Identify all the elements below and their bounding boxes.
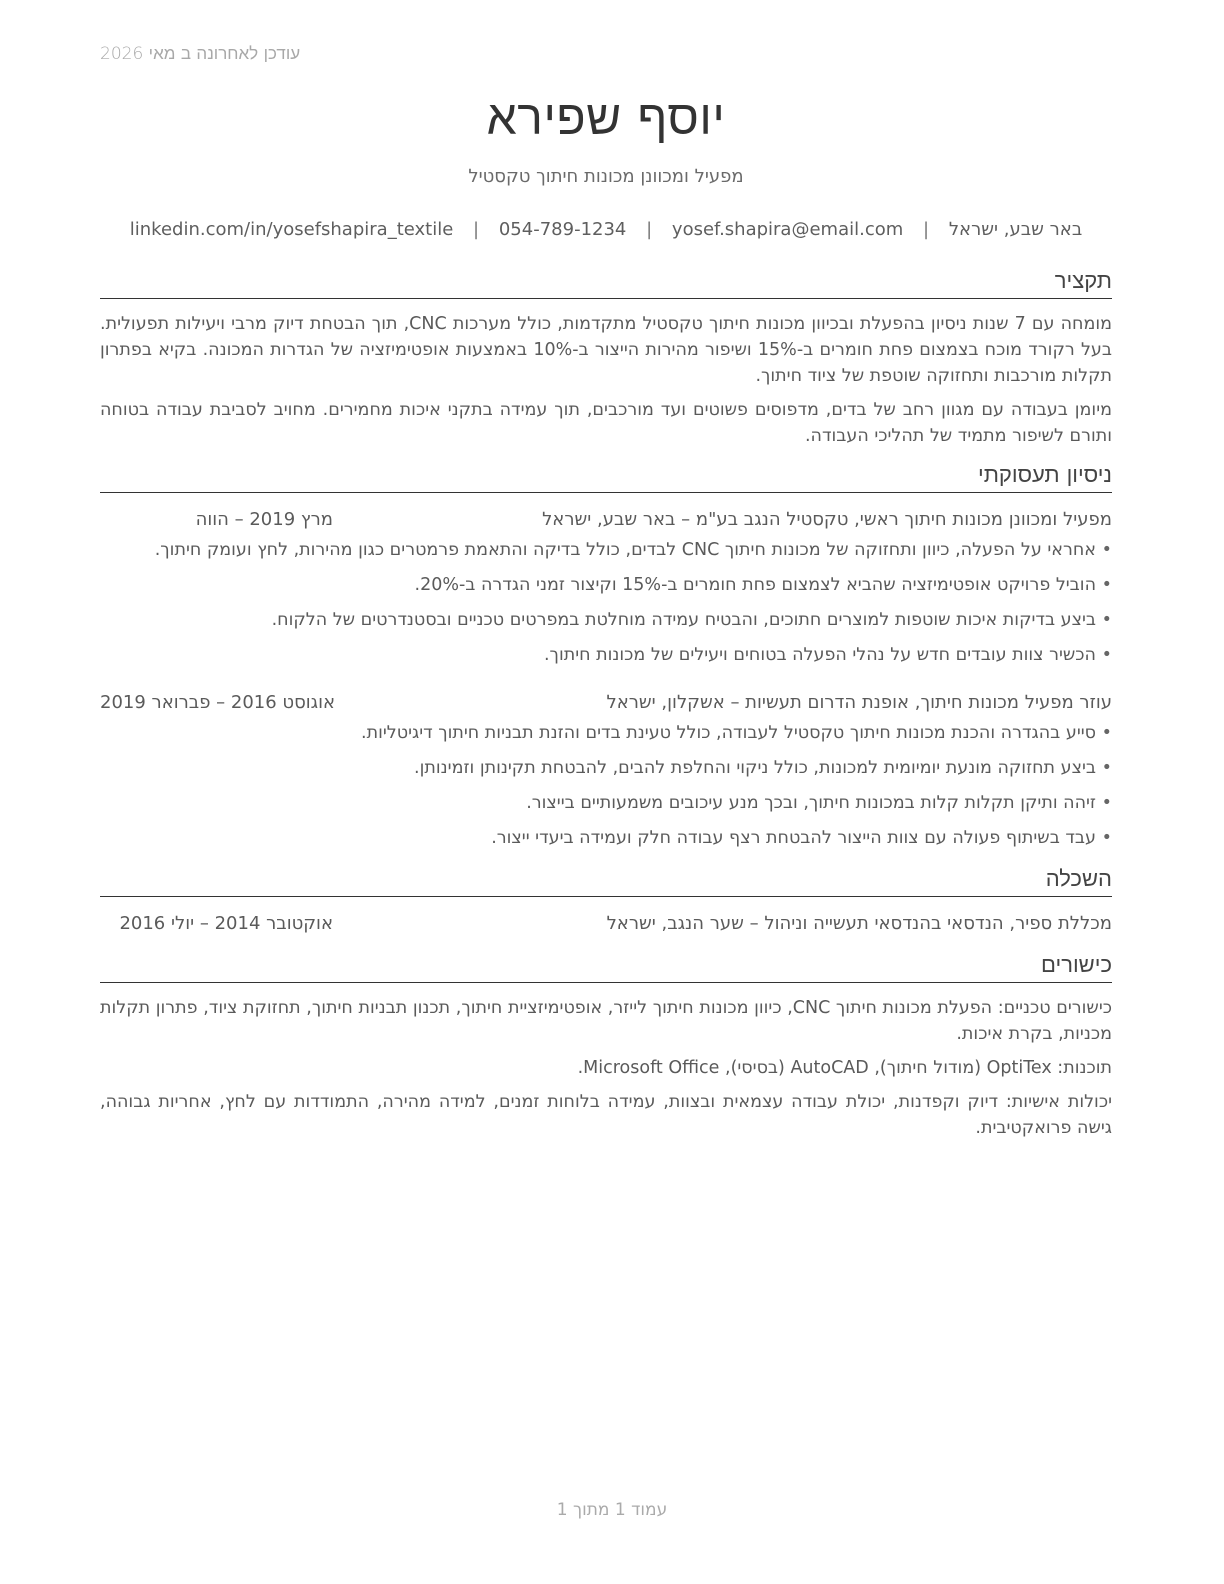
summary-paragraph: מיומן בעבודה עם מגוון רחב של בדים, מדפוסים פשוטים ועד מורכבים, תוך עמידה בתקני איכות מחמירים. מחויב לסביבת עבודה בטוחה ותורם לשיפור מתמיד של תהליכי העבודה. — [100, 400, 1112, 446]
job-bullets — [100, 537, 1112, 668]
job-bullet: • עבד בשיתוף פעולה עם צוות הייצור להבטחת רצף עבודה חלק ועמידה ביעדי ייצור. — [100, 825, 1112, 851]
skills-section — [100, 951, 1112, 1141]
job-bullets — [100, 720, 1112, 851]
job-header — [100, 507, 1112, 533]
summary-heading: תקציר — [100, 267, 1112, 299]
job-dates: מרץ 2019 – הווה — [195, 509, 333, 530]
contact-separator: | — [473, 219, 480, 240]
education-section — [100, 865, 1112, 937]
contact-phone[interactable]: 054-789-1234 — [498, 219, 627, 240]
page-number: עמוד 1 מתוך 1 — [556, 1500, 668, 1520]
job-role: עוזר מפעיל מכונות חיתוך, אופנת הדרום תעשיות – אשקלון, ישראל — [606, 692, 1112, 713]
summary-paragraph: מומחה עם 7 שנות ניסיון בהפעלת ובכיוון מכונות חיתוך טקסטיל מתקדמות, כולל מערכות CNC, תוך הבטחת דיוק מרבי ויעילות תפעולית. בעל רקורד מוכח בצמצום פחת חומרים ב-15% ושיפור מהירות הייצור ב-10% באמצעות אופטימיזציה של הגדרות המכונה. בקיא בפתרון תקלות מורכבות ותחזוקה שוטפת של ציוד חיתוך. — [100, 314, 1112, 386]
job-role: מפעיל ומכוונן מכונות חיתוך ראשי, טקסטיל הנגב בע"מ – באר שבע, ישראל — [542, 509, 1112, 530]
job-bullet: • אחראי על הפעלה, כיוון ותחזוקה של מכונות חיתוך CNC לבדים, כולל בדיקה והתאמת פרמטרים כגון מהירות, לחץ ועומק חיתוך. — [100, 537, 1112, 563]
education-entry — [100, 911, 1112, 937]
skills-paragraph: יכולות אישיות: דיוק וקפדנות, יכולת עבודה עצמאית ובצוות, עמידה בלוחות זמנים, למידה מהירה, התמודדות עם לחץ, אחריות גבוהה, גישה פרואקטיבית. — [100, 1092, 1112, 1138]
job-header — [100, 690, 1112, 716]
contact-linkedin[interactable]: linkedin.com/in/yosefshapira_textile — [129, 219, 454, 240]
experience-section — [100, 461, 1112, 851]
resume-content — [100, 86, 1112, 1141]
contact-separator: | — [923, 219, 930, 240]
job-bullet: • סייע בהגדרה והכנת מכונות חיתוך טקסטיל לעבודה, כולל טעינת בדים והזנת תבניות חיתוך דיגיטליות. — [100, 720, 1112, 746]
job-bullet: • ביצע בדיקות איכות שוטפות למוצרים חתוכים, והבטיח עמידה מוחלטת במפרטים טכניים ובסטנדרטים של הלקוח. — [100, 607, 1112, 633]
job-title: מפעיל ומכוונן מכונות חיתוך טקסטיל — [468, 166, 744, 187]
education-school: מכללת ספיר, הנדסאי בהנדסאי תעשייה וניהול – שער הנגב, ישראל — [606, 913, 1112, 934]
job-dates: אוגוסט 2016 – פברואר 2019 — [100, 692, 336, 713]
job-bullet: • זיהה ותיקן תקלות קלות במכונות חיתוך, ובכך מנע עיכובים משמעותיים בייצור. — [100, 790, 1112, 816]
experience-heading: ניסיון תעסוקתי — [100, 461, 1112, 493]
last-updated: עודכן לאחרונה ב מאי 2026 — [100, 44, 301, 64]
education-dates: אוקטובר 2014 – יולי 2016 — [119, 913, 333, 934]
contact-separator: | — [646, 219, 653, 240]
education-heading: השכלה — [100, 865, 1112, 897]
summary-section — [100, 267, 1112, 449]
job-bullet: • הוביל פרויקט אופטימיזציה שהביא לצמצום פחת חומרים ב-15% וקיצור זמני הגדרה ב-20%. — [100, 572, 1112, 598]
contact-line — [100, 217, 1112, 243]
job-entry — [100, 507, 1112, 668]
candidate-name: יוסף שפירא — [486, 90, 726, 146]
skills-paragraph: תוכנות: OptiTex (מודול חיתוך), AutoCAD (בסיסי), Microsoft Office. — [577, 1058, 1112, 1078]
contact-location: באר שבע, ישראל — [948, 219, 1083, 240]
skills-heading: כישורים — [100, 951, 1112, 983]
job-bullet: • הכשיר צוות עובדים חדש על נהלי הפעלה בטוחים ויעילים של מכונות חיתוך. — [100, 642, 1112, 668]
contact-email[interactable]: yosef.shapira@email.com — [671, 219, 904, 240]
skills-paragraph: כישורים טכניים: הפעלת מכונות חיתוך CNC, כיוון מכונות חיתוך לייזר, אופטימיזציית חיתוך, תכנון תבניות חיתוך, תחזוקת ציוד, פתרון תקלות מכניות, בקרת איכות. — [100, 998, 1112, 1044]
job-bullet: • ביצע תחזוקה מונעת יומיומית למכונות, כולל ניקוי והחלפת להבים, להבטחת תקינותן וזמינותן. — [100, 755, 1112, 781]
job-entry — [100, 690, 1112, 851]
